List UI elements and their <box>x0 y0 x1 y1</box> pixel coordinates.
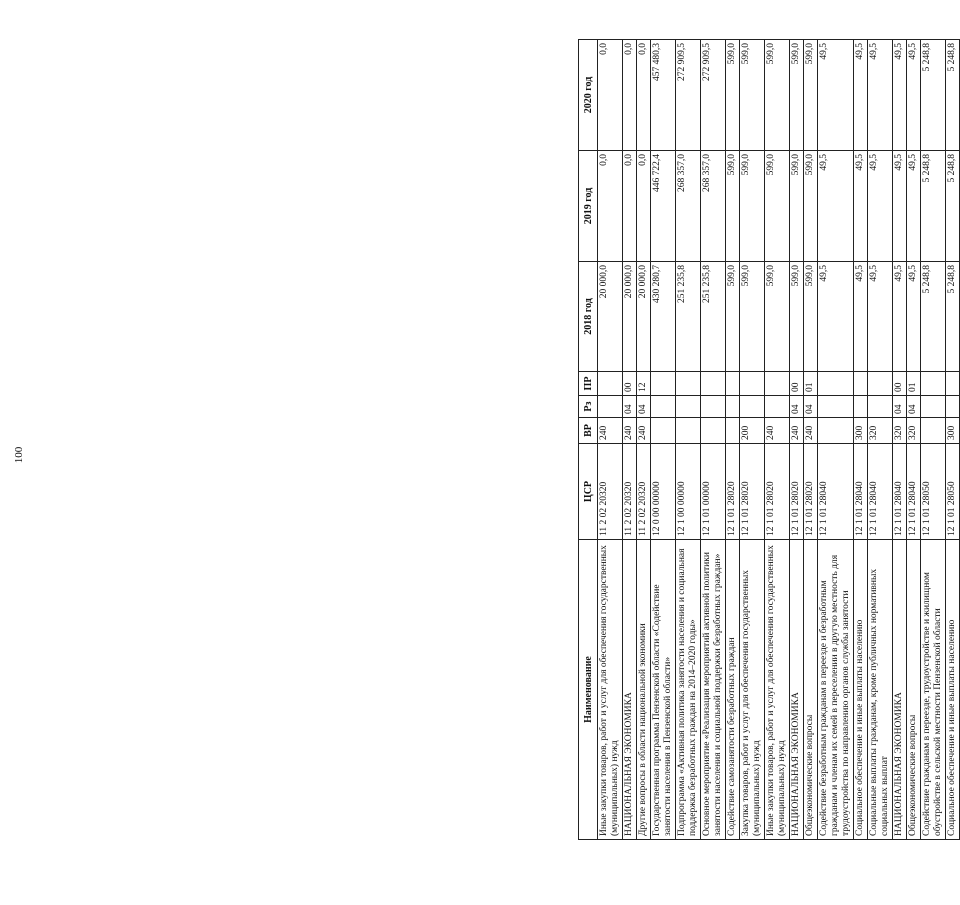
cell-2020: 457 480,3 <box>651 40 676 151</box>
cell-rz: 04 <box>893 396 907 418</box>
cell-pr <box>818 372 854 396</box>
cell-2020: 49,5 <box>893 40 907 151</box>
cell-rz <box>765 396 790 418</box>
cell-csr: 12 1 01 28040 <box>868 444 893 540</box>
cell-2020: 599,0 <box>790 40 804 151</box>
cell-vr: 300 <box>946 418 960 444</box>
header-csr: ЦСР <box>579 444 598 540</box>
table-row <box>740 40 765 840</box>
cell-name: Общеэкономические вопросы <box>907 540 921 840</box>
cell-vr <box>818 418 854 444</box>
cell-pr <box>740 372 765 396</box>
cell-2018: 49,5 <box>893 262 907 372</box>
cell-csr: 12 1 01 28040 <box>818 444 854 540</box>
cell-rz <box>868 396 893 418</box>
cell-name: НАЦИОНАЛЬНАЯ ЭКОНОМИКА <box>893 540 907 840</box>
cell-2020: 0,0 <box>598 40 623 151</box>
cell-vr: 240 <box>804 418 818 444</box>
table-row <box>907 40 921 840</box>
cell-csr: 12 1 01 28040 <box>907 444 921 540</box>
cell-vr: 320 <box>868 418 893 444</box>
header-rz: Рз <box>579 396 598 418</box>
cell-vr: 240 <box>790 418 804 444</box>
cell-rz <box>726 396 740 418</box>
cell-2019: 49,5 <box>907 151 921 262</box>
cell-2019: 446 722,4 <box>651 151 676 262</box>
cell-2018: 251 235,8 <box>701 262 726 372</box>
cell-2019: 49,5 <box>818 151 854 262</box>
cell-2020: 272 909,5 <box>701 40 726 151</box>
header-2019: 2019 год <box>579 151 598 262</box>
table-body <box>598 40 960 840</box>
cell-rz: 04 <box>907 396 921 418</box>
cell-pr: 12 <box>637 372 651 396</box>
table-row <box>854 40 868 840</box>
cell-name: Иные закупки товаров, работ и услуг для обеспечения государственных (муниципальных) нужд <box>765 540 790 840</box>
cell-2018: 5 248,8 <box>921 262 946 372</box>
cell-csr: 11 2 02 20320 <box>637 444 651 540</box>
cell-name: Другие вопросы в области национальной экономики <box>637 540 651 840</box>
table-row <box>651 40 676 840</box>
cell-csr: 12 1 01 28020 <box>740 444 765 540</box>
cell-2019: 599,0 <box>790 151 804 262</box>
budget-table <box>578 39 960 840</box>
cell-vr: 300 <box>854 418 868 444</box>
cell-name: Содействие самозанятости безработных граждан <box>726 540 740 840</box>
cell-name: НАЦИОНАЛЬНАЯ ЭКОНОМИКА <box>623 540 637 840</box>
header-2018: 2018 год <box>579 262 598 372</box>
cell-name: Закупка товаров, работ и услуг для обеспечения государственных (муниципальных) нужд <box>740 540 765 840</box>
cell-name: Социальное обеспечение и иные выплаты населению <box>946 540 960 840</box>
cell-csr: 12 1 00 00000 <box>676 444 701 540</box>
cell-2018: 430 280,7 <box>651 262 676 372</box>
cell-pr <box>868 372 893 396</box>
cell-vr: 240 <box>598 418 623 444</box>
cell-vr: 240 <box>623 418 637 444</box>
table-row <box>637 40 651 840</box>
table-row <box>765 40 790 840</box>
cell-csr: 12 0 00 00000 <box>651 444 676 540</box>
cell-2018: 49,5 <box>854 262 868 372</box>
cell-2018: 599,0 <box>804 262 818 372</box>
table-row <box>726 40 740 840</box>
cell-rz <box>598 396 623 418</box>
cell-2019: 49,5 <box>893 151 907 262</box>
cell-2020: 5 248,8 <box>921 40 946 151</box>
cell-2020: 599,0 <box>740 40 765 151</box>
cell-pr <box>676 372 701 396</box>
cell-2019: 5 248,8 <box>946 151 960 262</box>
header-vr: ВР <box>579 418 598 444</box>
cell-csr: 11 2 02 20320 <box>598 444 623 540</box>
cell-csr: 12 1 01 28020 <box>726 444 740 540</box>
cell-rz <box>946 396 960 418</box>
table-row <box>804 40 818 840</box>
cell-2018: 599,0 <box>726 262 740 372</box>
cell-2020: 49,5 <box>854 40 868 151</box>
cell-vr <box>726 418 740 444</box>
cell-vr: 240 <box>637 418 651 444</box>
table-row <box>893 40 907 840</box>
cell-2019: 49,5 <box>854 151 868 262</box>
cell-2018: 20 000,0 <box>637 262 651 372</box>
cell-pr <box>598 372 623 396</box>
cell-2018: 49,5 <box>818 262 854 372</box>
cell-name: Социальное обеспечение и иные выплаты населению <box>854 540 868 840</box>
cell-pr <box>701 372 726 396</box>
cell-rz: 04 <box>637 396 651 418</box>
cell-csr: 12 1 01 28020 <box>790 444 804 540</box>
cell-2019: 0,0 <box>623 151 637 262</box>
cell-2020: 49,5 <box>907 40 921 151</box>
cell-vr <box>701 418 726 444</box>
cell-pr: 00 <box>893 372 907 396</box>
cell-name: Содействие гражданам в переезде, трудоустройстве и жилищном обустройстве в сельской местности Пензенской области <box>921 540 946 840</box>
cell-2019: 5 248,8 <box>921 151 946 262</box>
cell-csr: 12 1 01 28050 <box>921 444 946 540</box>
cell-name: НАЦИОНАЛЬНАЯ ЭКОНОМИКА <box>790 540 804 840</box>
cell-rz <box>740 396 765 418</box>
table-row <box>868 40 893 840</box>
cell-pr: 01 <box>804 372 818 396</box>
cell-2018: 599,0 <box>765 262 790 372</box>
cell-vr: 240 <box>765 418 790 444</box>
table-row <box>818 40 854 840</box>
cell-name: Иные закупки товаров, работ и услуг для обеспечения государственных (муниципальных) нужд <box>598 540 623 840</box>
rotated-page-content <box>578 39 960 840</box>
cell-2019: 49,5 <box>868 151 893 262</box>
cell-2018: 5 248,8 <box>946 262 960 372</box>
cell-2020: 0,0 <box>637 40 651 151</box>
cell-vr <box>676 418 701 444</box>
cell-2019: 599,0 <box>740 151 765 262</box>
cell-rz <box>854 396 868 418</box>
cell-2019: 599,0 <box>765 151 790 262</box>
cell-pr: 00 <box>623 372 637 396</box>
cell-name: Государственная программа Пензенской области «Содействие занятости населения в Пензенской области» <box>651 540 676 840</box>
cell-2019: 0,0 <box>598 151 623 262</box>
cell-2018: 599,0 <box>740 262 765 372</box>
cell-rz <box>818 396 854 418</box>
cell-vr: 200 <box>740 418 765 444</box>
cell-name: Основное мероприятие «Реализация мероприятий активной политики занятости населения и социальной поддержки безработных граждан» <box>701 540 726 840</box>
cell-pr <box>946 372 960 396</box>
cell-rz <box>921 396 946 418</box>
cell-2020: 0,0 <box>623 40 637 151</box>
cell-csr: 12 1 01 28020 <box>804 444 818 540</box>
cell-csr: 12 1 01 28050 <box>946 444 960 540</box>
cell-vr <box>651 418 676 444</box>
cell-2020: 599,0 <box>804 40 818 151</box>
cell-2020: 599,0 <box>765 40 790 151</box>
cell-rz: 04 <box>623 396 637 418</box>
cell-rz <box>651 396 676 418</box>
cell-2020: 272 909,5 <box>676 40 701 151</box>
page-number: 100 <box>13 446 25 464</box>
cell-rz <box>676 396 701 418</box>
cell-name: Подпрограмма «Активная политика занятости населения и социальная поддержка безработных граждан на 2014–2020 годы» <box>676 540 701 840</box>
cell-rz: 04 <box>790 396 804 418</box>
table-row <box>676 40 701 840</box>
header-name: Наименование <box>579 540 598 840</box>
cell-2020: 599,0 <box>726 40 740 151</box>
cell-rz <box>701 396 726 418</box>
cell-csr: 12 1 01 28020 <box>765 444 790 540</box>
table-header-row <box>579 40 598 840</box>
cell-2018: 49,5 <box>907 262 921 372</box>
cell-pr <box>651 372 676 396</box>
cell-2018: 599,0 <box>790 262 804 372</box>
table-row <box>790 40 804 840</box>
cell-2019: 599,0 <box>804 151 818 262</box>
cell-vr: 320 <box>893 418 907 444</box>
cell-2019: 268 357,0 <box>676 151 701 262</box>
cell-csr: 12 1 01 00000 <box>701 444 726 540</box>
cell-pr: 00 <box>790 372 804 396</box>
cell-name: Социальные выплаты гражданам, кроме публичных нормативных социальных выплат <box>868 540 893 840</box>
cell-csr: 11 2 02 20320 <box>623 444 637 540</box>
cell-pr <box>726 372 740 396</box>
cell-2020: 5 248,8 <box>946 40 960 151</box>
cell-2019: 599,0 <box>726 151 740 262</box>
cell-2018: 49,5 <box>868 262 893 372</box>
cell-pr: 01 <box>907 372 921 396</box>
cell-pr <box>854 372 868 396</box>
table-row <box>623 40 637 840</box>
cell-rz: 04 <box>804 396 818 418</box>
table-row <box>921 40 946 840</box>
cell-vr <box>921 418 946 444</box>
table-row <box>946 40 960 840</box>
table-row <box>701 40 726 840</box>
cell-vr: 320 <box>907 418 921 444</box>
cell-2019: 268 357,0 <box>701 151 726 262</box>
cell-2018: 251 235,8 <box>676 262 701 372</box>
cell-pr <box>921 372 946 396</box>
header-2020: 2020 год <box>579 40 598 151</box>
cell-2020: 49,5 <box>868 40 893 151</box>
cell-name: Содействие безработным гражданам в переезде и безработным гражданам и членам их семей в переселении в другую местность для трудоустройства по направлению органов службы занятости <box>818 540 854 840</box>
cell-2019: 0,0 <box>637 151 651 262</box>
cell-2020: 49,5 <box>818 40 854 151</box>
cell-pr <box>765 372 790 396</box>
cell-2018: 20 000,0 <box>598 262 623 372</box>
cell-name: Общеэкономические вопросы <box>804 540 818 840</box>
cell-2018: 20 000,0 <box>623 262 637 372</box>
cell-csr: 12 1 01 28040 <box>854 444 868 540</box>
table-row <box>598 40 623 840</box>
cell-csr: 12 1 01 28040 <box>893 444 907 540</box>
header-pr: ПР <box>579 372 598 396</box>
